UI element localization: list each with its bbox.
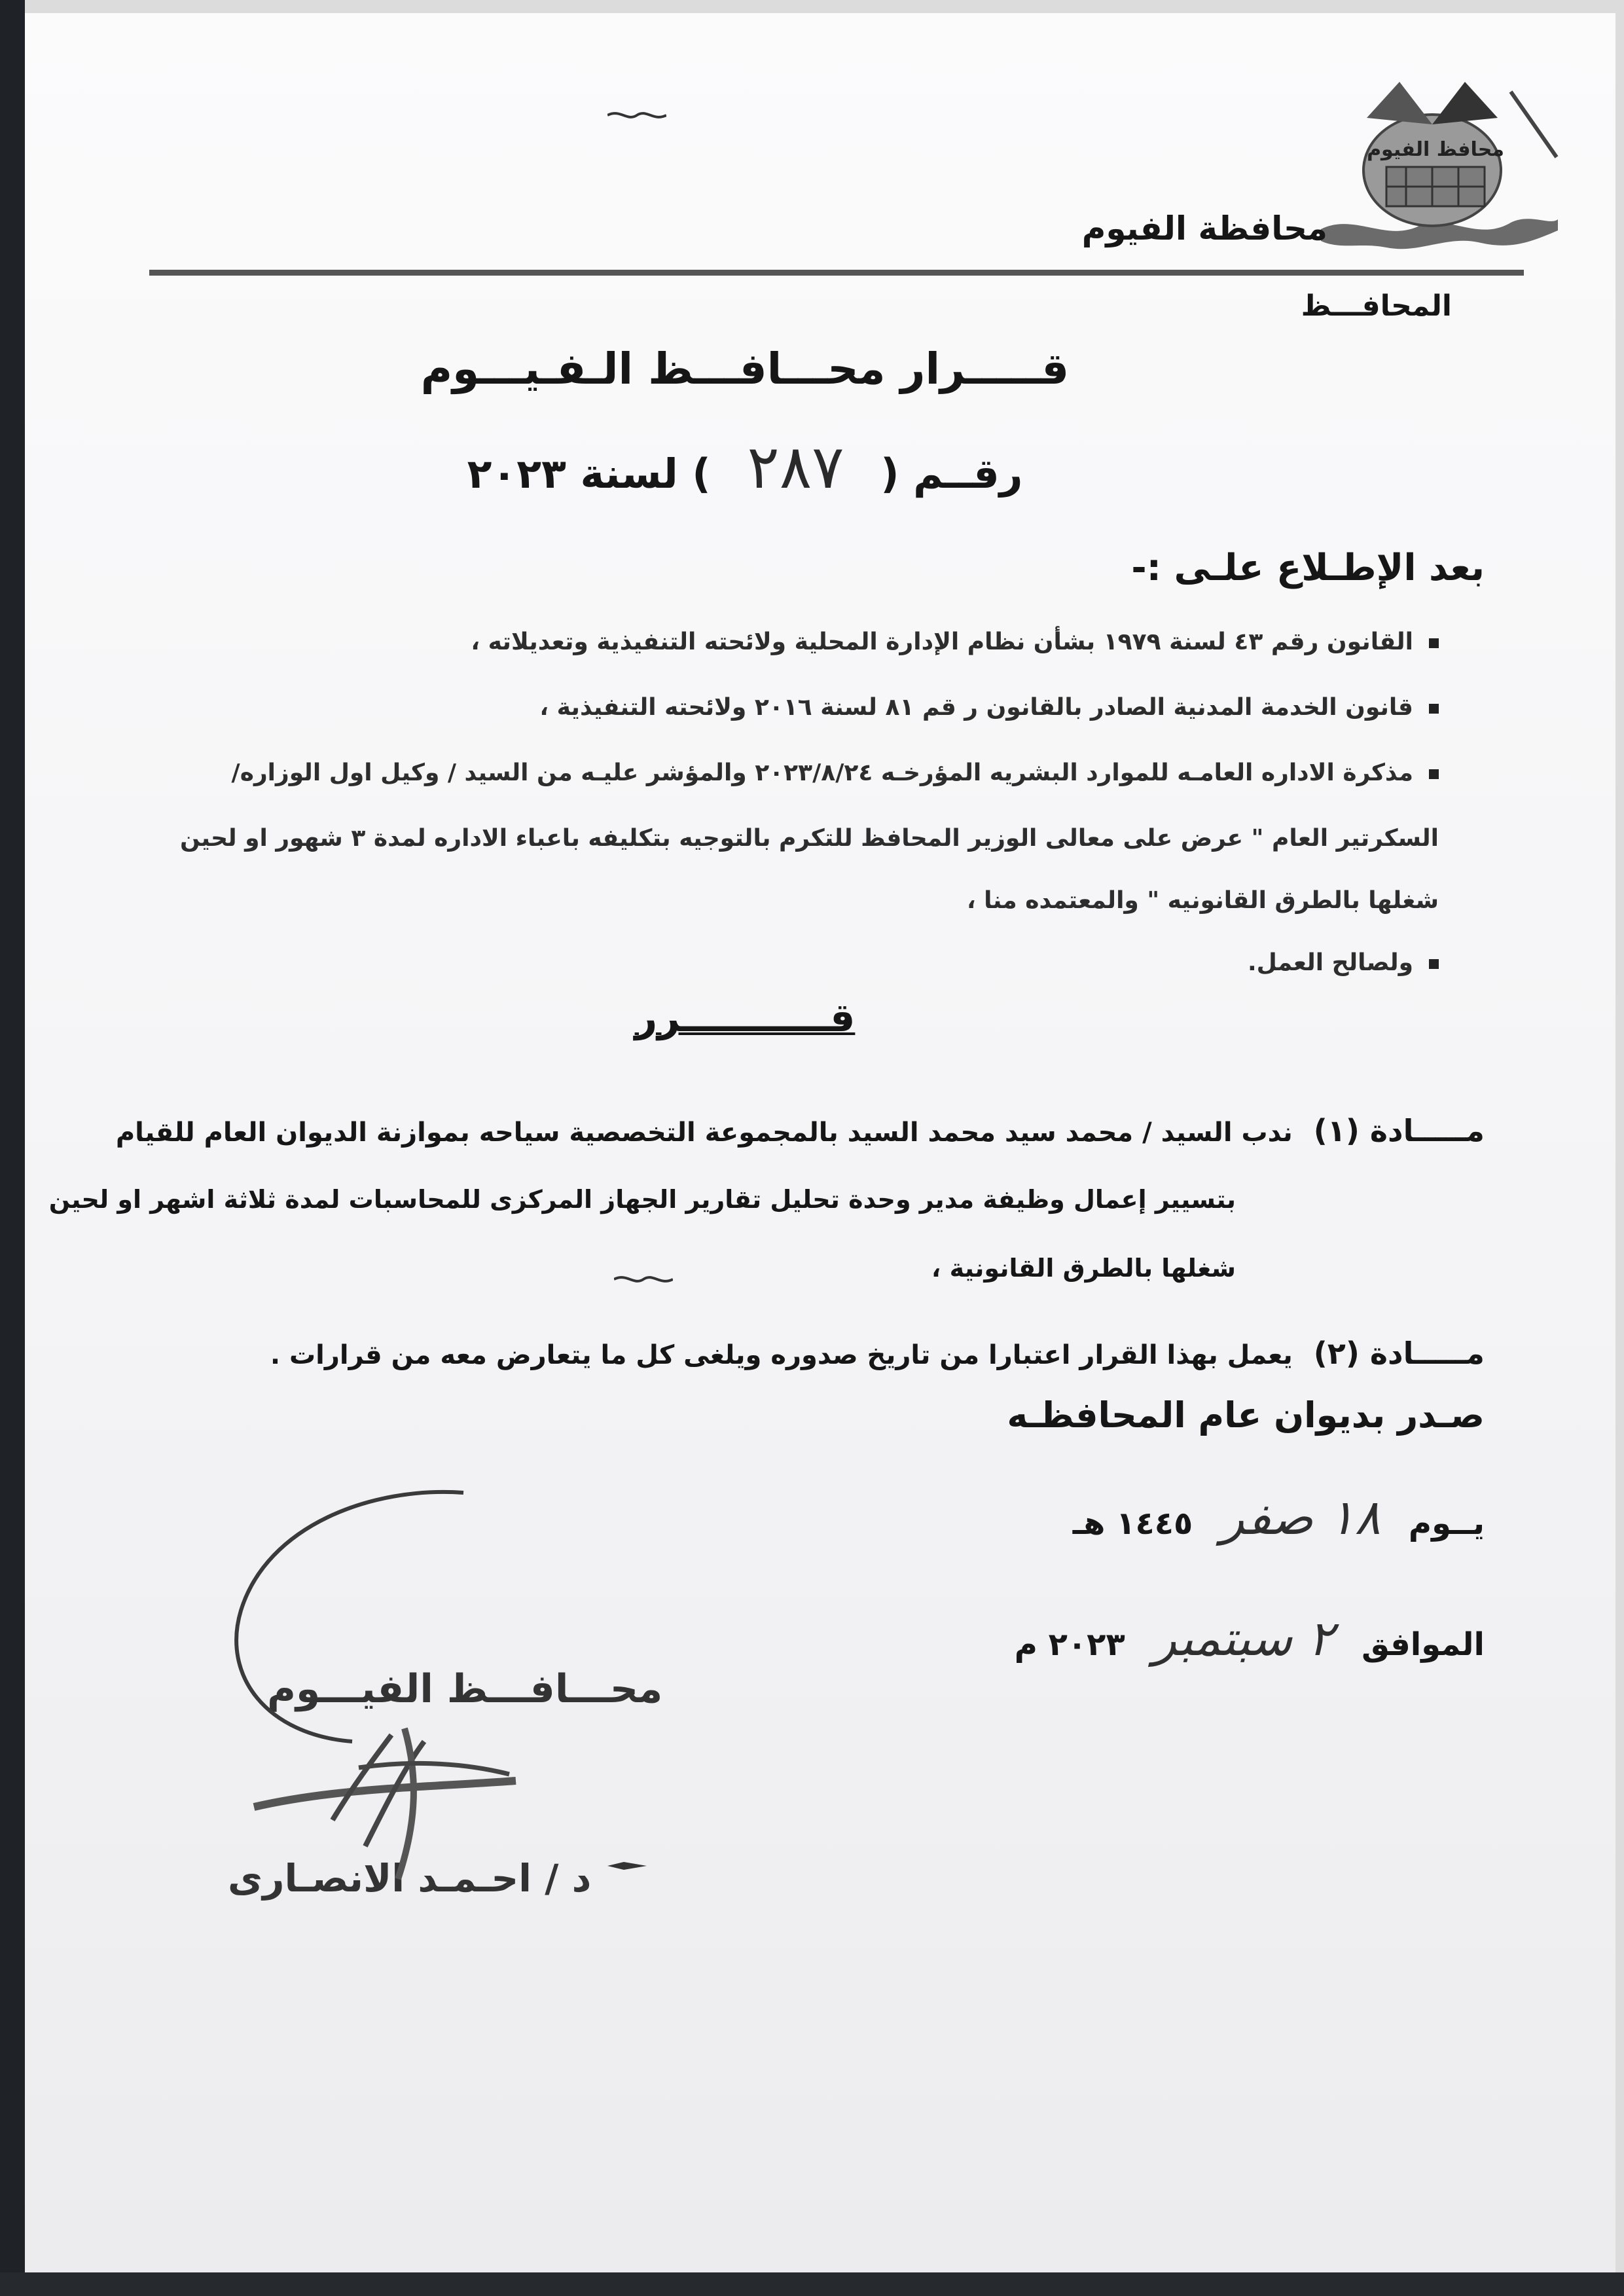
decree-title: قـــــرار محـــافـــظ الـفـيـــوم	[420, 344, 1070, 394]
decree-number-suffix: ) لسنة ٢٠٢٣	[467, 450, 711, 498]
document-page	[25, 13, 1615, 2278]
preamble-item	[471, 629, 1439, 655]
preamble-item	[539, 694, 1439, 721]
mid-ornament-icon	[614, 1273, 673, 1286]
hijri-date	[1073, 1489, 1485, 1546]
decree-number	[25, 432, 1465, 502]
bullet-icon	[1429, 959, 1439, 969]
scan-border-bottom	[0, 2272, 1624, 2296]
top-ornament-icon	[607, 109, 666, 122]
emblem-text: محافظ الفيوم	[1367, 138, 1504, 161]
article-1	[116, 1113, 1485, 1148]
scan-border-left	[0, 0, 25, 2296]
decree-number-value: ٢٨٧	[747, 432, 844, 502]
preamble-heading: بعد الإطـلاع علـى :-	[1131, 547, 1485, 589]
hijri-year: ١٤٤٥ هـ	[1072, 1505, 1193, 1542]
preamble-item-text: قانون الخدمة المدنية الصادر بالقانون ر قم ٨١ لسنة ٢٠١٦ ولائحته التنفيذية ،	[539, 694, 1413, 721]
article-2	[270, 1336, 1485, 1371]
governorate-name: محافظة الفيوم	[1081, 210, 1327, 247]
hijri-prefix: يــوم	[1408, 1505, 1485, 1542]
preamble-item	[232, 759, 1439, 786]
handwritten-signature	[208, 1480, 601, 1899]
article-1-text: ندب السيد / محمد سيد محمد السيد بالمجموعة التخصصية سياحه بموازنة الديوان العام للقيام	[115, 1118, 1293, 1148]
gregorian-prefix: الموافق	[1362, 1626, 1485, 1663]
preamble-item-text: ولصالح العمل.	[1247, 949, 1413, 976]
decision-heading: قـــــــــــرر	[634, 995, 856, 1041]
signatory-name: د / احـمـد الانصـارى	[228, 1856, 592, 1901]
preamble-item-continuation: شغلها بالطرق القانونيه " والمعتمده منا ،	[966, 887, 1439, 914]
article-2-label: مـــــادة (٢)	[1313, 1336, 1485, 1371]
office-label: المحافـــظ	[1301, 289, 1452, 323]
gregorian-year: ٢٠٢٣ م	[1014, 1626, 1125, 1663]
header-divider	[149, 270, 1524, 276]
signatory-title: محـــافـــظ الفيـــوم	[267, 1666, 663, 1712]
bullet-icon	[1429, 704, 1439, 714]
bullet-icon	[1429, 638, 1439, 648]
preamble-item-text: القانون رقم ٤٣ لسنة ١٩٧٩ بشأن نظام الإدارة المحلية ولائحته التنفيذية وتعديلاته ،	[471, 629, 1413, 655]
gregorian-date	[1015, 1611, 1485, 1667]
decree-number-prefix: رقــم (	[880, 450, 1023, 498]
article-1-continuation: بتسيير إعمال وظيفة مدير وحدة تحليل تقارير الجهاز المركزى للمحاسبات لمدة ثلاثة اشهر او لحين	[48, 1185, 1236, 1214]
issued-at: صـدر بديوان عام المحافظـه	[1007, 1394, 1485, 1436]
bullet-icon	[1429, 769, 1439, 779]
hijri-handwritten-date: ١٨ صفر	[1221, 1489, 1381, 1546]
signature-ornament-icon	[607, 1859, 647, 1872]
preamble-item-continuation: السكرتير العام " عرض على معالى الوزير المحافظ للتكرم بالتوجيه بتكليفه باعباء الاداره لمدة ٣ شهور او لحين	[180, 825, 1439, 852]
article-1-continuation: شغلها بالطرق القانونية ،	[931, 1254, 1236, 1283]
gregorian-handwritten-date: ٢ سبتمبر	[1153, 1611, 1334, 1667]
preamble-item	[1248, 949, 1439, 976]
article-1-label: مـــــادة (١)	[1313, 1113, 1485, 1148]
governorate-emblem-icon	[1314, 79, 1560, 259]
article-2-text: يعمل بهذا القرار اعتبارا من تاريخ صدوره ويلغى كل ما يتعارض معه من قرارات .	[270, 1340, 1293, 1370]
preamble-item-text: مذكرة الاداره العامـه للموارد البشريه المؤرخـه ٢٠٢٣/٨/٢٤ والمؤشر عليـه من السيد / وكيل اول الوزاره/	[231, 759, 1413, 786]
